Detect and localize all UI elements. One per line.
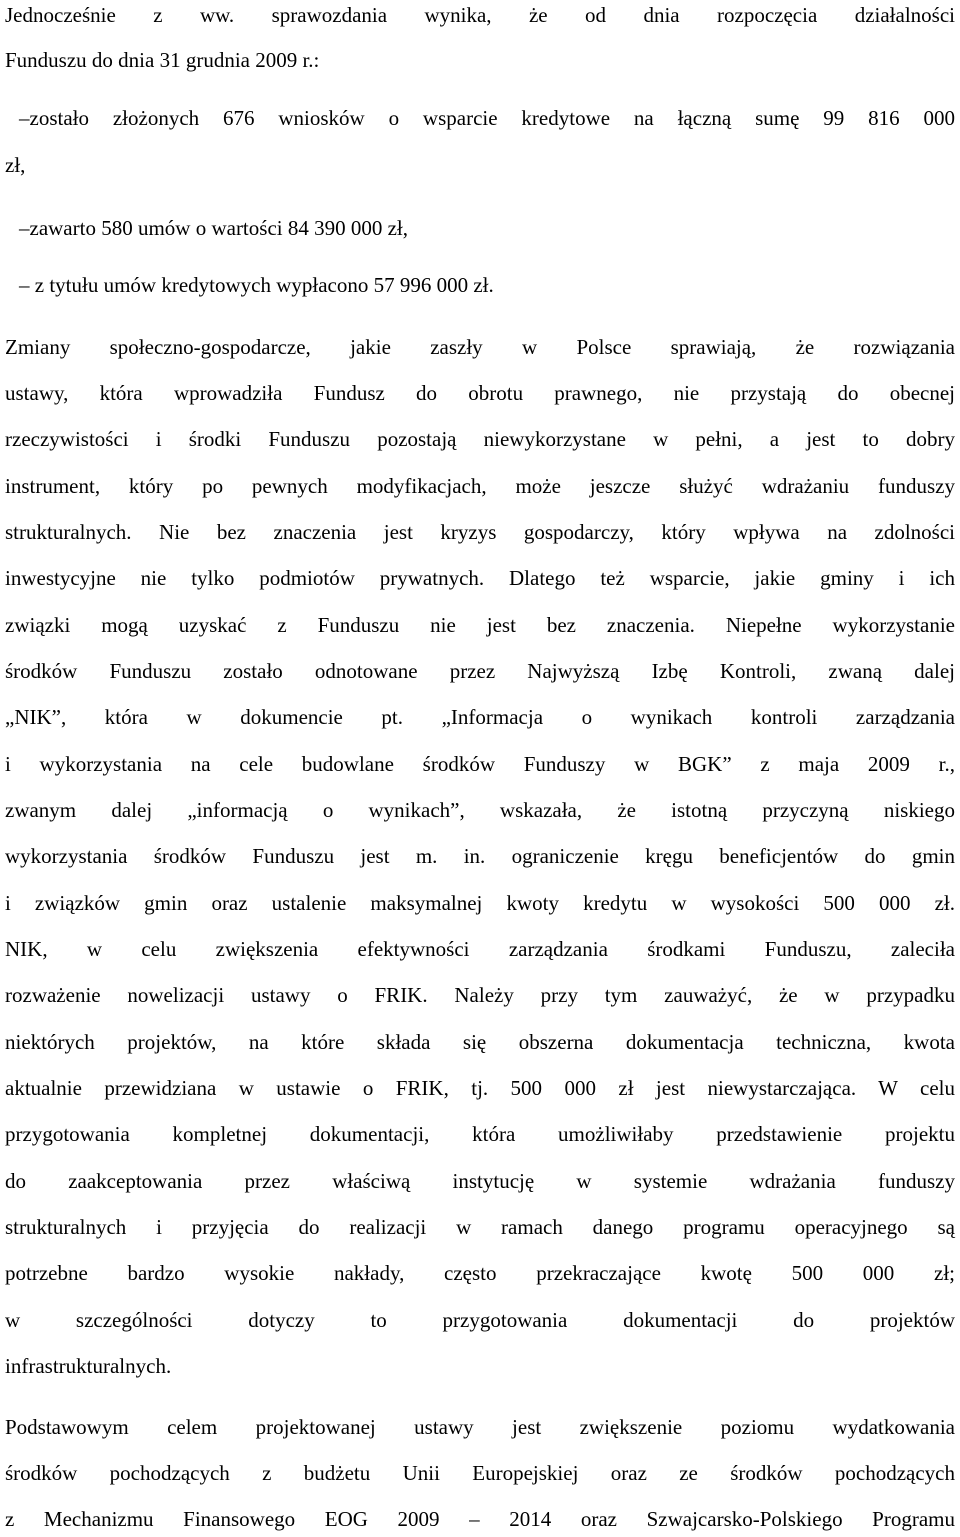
paragraph-line: „NIK”, która w dokumencie pt. „Informacja o wynikach kontroli zarządzania — [5, 705, 955, 729]
paragraph-line: rzeczywistości i środki Funduszu pozostają niewykorzystane w pełni, a jest to dobry — [5, 427, 955, 451]
paragraph-line: NIK, w celu zwiększenia efektywności zarządzania środkami Funduszu, zaleciła — [5, 937, 955, 961]
paragraph-line: ustawy, która wprowadziła Fundusz do obrotu prawnego, nie przystają do obecnej — [5, 381, 955, 405]
text-line: Funduszu do dnia 31 grudnia 2009 r.: — [5, 48, 320, 72]
paragraph-line: aktualnie przewidziana w ustawie o FRIK, tj. 500 000 zł jest niewystarczająca. W celu — [5, 1076, 955, 1100]
paragraph-line: niektórych projektów, na które składa się obszerna dokumentacja techniczna, kwota — [5, 1030, 955, 1054]
paragraph-line: i wykorzystania na cele budowlane środków Funduszy w BGK” z maja 2009 r., — [5, 752, 955, 776]
paragraph-line: zwanym dalej „informacją o wynikach”, wskazała, że istotną przyczyną niskiego — [5, 798, 955, 822]
paragraph-line: i związków gmin oraz ustalenie maksymalnej kwoty kredytu w wysokości 500 000 zł. — [5, 891, 955, 915]
paragraph-line: wykorzystania środków Funduszu jest m. in. ograniczenie kręgu beneficjentów do gmin — [5, 844, 955, 868]
paragraph-line: potrzebne bardzo wysokie nakłady, często przekraczające kwotę 500 000 zł; — [5, 1261, 955, 1285]
paragraph-line: inwestycyjne nie tylko podmiotów prywatnych. Dlatego też wsparcie, jakie gminy i ich — [5, 566, 955, 590]
paragraph-line: z Mechanizmu Finansowego EOG 2009 – 2014 oraz Szwajcarsko-Polskiego Programu — [5, 1507, 955, 1531]
text-line: Jednocześnie z ww. sprawozdania wynika, że od dnia rozpoczęcia działalności — [5, 3, 955, 27]
paragraph-line: Podstawowym celem projektowanej ustawy jest zwiększenie poziomu wydatkowania — [5, 1415, 955, 1439]
paragraph-line: rozważenie nowelizacji ustawy o FRIK. Należy przy tym zauważyć, że w przypadku — [5, 983, 955, 1007]
list-item: –zawarto 580 umów o wartości 84 390 000 zł, — [19, 216, 409, 240]
paragraph-line: w szczególności dotyczy to przygotowania dokumentacji do projektów — [5, 1308, 955, 1332]
paragraph-line: przygotowania kompletnej dokumentacji, która umożliwiłaby przedstawienie projektu — [5, 1122, 955, 1146]
paragraph-line: środków pochodzących z budżetu Unii Europejskiej oraz ze środków pochodzących — [5, 1461, 955, 1485]
paragraph-line: do zaakceptowania przez właściwą instytucję w systemie wdrażania funduszy — [5, 1169, 955, 1193]
paragraph-line: Zmiany społeczno-gospodarcze, jakie zaszły w Polsce sprawiają, że rozwiązania — [5, 335, 955, 359]
paragraph-line: strukturalnych i przyjęcia do realizacji w ramach danego programu operacyjnego są — [5, 1215, 955, 1239]
paragraph-line: infrastrukturalnych. — [5, 1354, 172, 1378]
list-item: – z tytułu umów kredytowych wypłacono 57 996 000 zł. — [19, 273, 494, 297]
list-item: –zostało złożonych 676 wniosków o wsparcie kredytowe na łączną sumę 99 816 000 — [19, 106, 955, 130]
paragraph-line: związki mogą uzyskać z Funduszu nie jest bez znaczenia. Niepełne wykorzystanie — [5, 613, 955, 637]
paragraph-line: środków Funduszu zostało odnotowane przez Najwyższą Izbę Kontroli, zwaną dalej — [5, 659, 955, 683]
paragraph-line: instrument, który po pewnych modyfikacjach, może jeszcze służyć wdrażaniu funduszy — [5, 474, 955, 498]
paragraph-line: strukturalnych. Nie bez znaczenia jest kryzys gospodarczy, który wpływa na zdolności — [5, 520, 955, 544]
list-item-continuation: zł, — [5, 153, 26, 177]
